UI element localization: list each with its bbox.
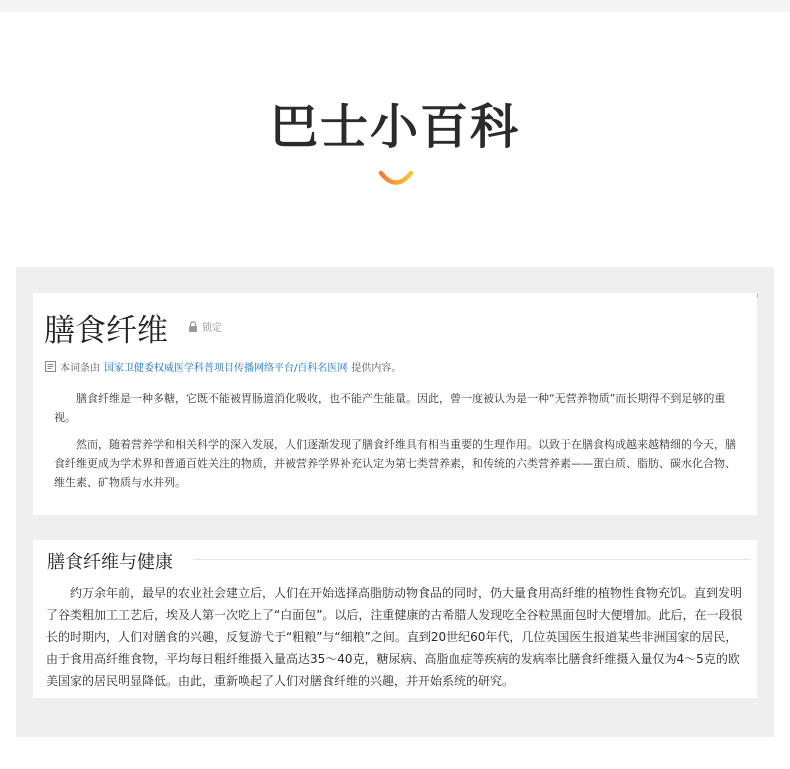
document-icon (45, 361, 56, 372)
section-card (33, 540, 757, 698)
entry-card (33, 293, 757, 515)
lock-control[interactable] (188, 319, 222, 334)
top-strip (0, 0, 790, 12)
entry-paragraph-2: 然而，随着营养学和相关科学的深入发展，人们逐渐发现了膳食纤维具有相当重要的生理作用。以致于在膳食构成越来越精细的今天，膳食纤维更成为学术界和普通百姓关注的物质，并被营养学界补充认定为第七类营养素，和传统的六类营养素——蛋白质、脂肪、碳水化合物、维生素、矿物质与水并列。 (54, 438, 736, 489)
source-link[interactable]: 国家卫健委权威医学科普项目传播网络平台/百科名医网 (104, 363, 348, 374)
corner-mark (757, 294, 758, 298)
smile-arc-icon (377, 168, 415, 190)
lock-icon (188, 321, 198, 332)
lock-label: 锁定 (202, 323, 222, 334)
entry-title: 膳食纤维 (44, 313, 168, 349)
source-line (45, 359, 401, 374)
source-suffix: 提供内容。 (351, 363, 402, 374)
page-title: 巴士小百科 (269, 99, 520, 155)
section-paragraph: 约万余年前，最早的农业社会建立后，人们在开始选择高脂肪动物食品的同时，仍大量食用高纤维的植物性食物充饥。直到发明了谷类粗加工工艺后，埃及人第一次吃上了“白面包”。以后，注重健康的古希腊人发现吃全谷粒黑面包时大便增加。此后，在一段很长的时期内，人们对膳食的兴趣，反复游弋于“粗粮”与“细粮”之间。直到20世纪60年代，几位英国医生报道某些非洲国家的居民，由于食用高纤维食物，平均每日粗纤维摄入量高达35～40克，糖尿病、高脂血症等疾病的发病率比膳食纤维摄入量仅为4～5克的欧美国家的居民明显降低。由此，重新唤起了人们对膳食纤维的兴趣，并开始系统的研究。 (46, 586, 743, 688)
section-title: 膳食纤维与健康 (47, 552, 173, 573)
source-prefix: 本词条由 (60, 363, 100, 374)
section-divider (193, 559, 751, 560)
entry-paragraph-1: 膳食纤维是一种多糖，它既不能被胃肠道消化吸收，也不能产生能量。因此，曾一度被认为是一种“无营养物质”而长期得不到足够的重视。 (54, 392, 726, 424)
